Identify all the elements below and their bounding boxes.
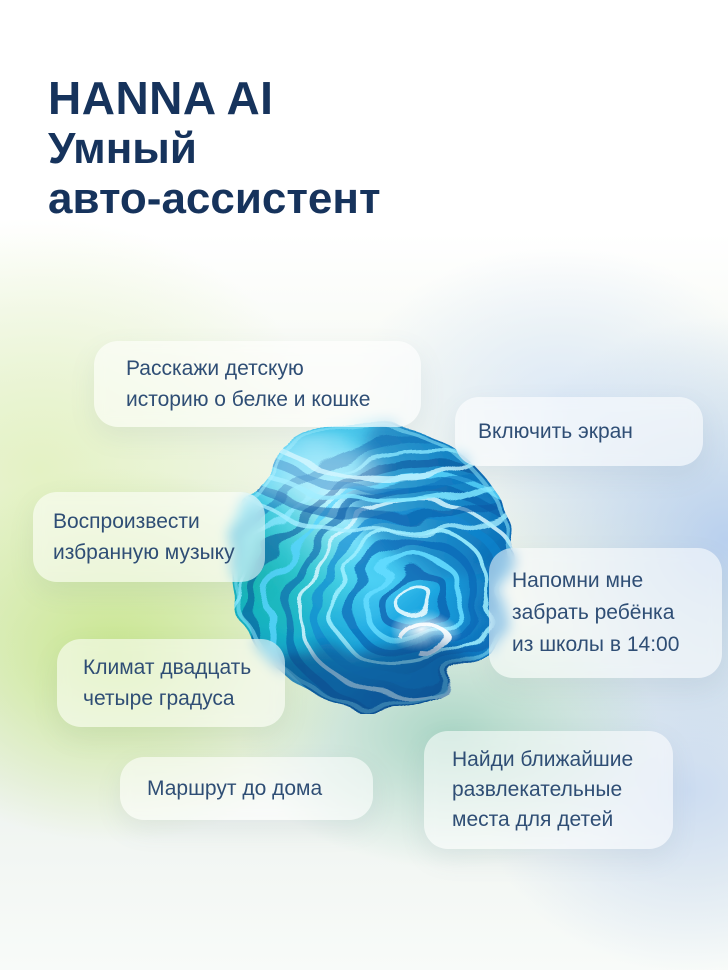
command-text-line: Маршрут до дома bbox=[147, 777, 323, 800]
command-find-kids-places bbox=[424, 731, 673, 849]
command-text-line: Напомни мне bbox=[512, 569, 644, 592]
poster-subtitle bbox=[48, 124, 381, 224]
command-tell-story bbox=[94, 341, 421, 427]
command-school-reminder bbox=[489, 548, 722, 678]
command-route-home bbox=[120, 757, 373, 820]
command-text-line: Найди ближайшие bbox=[452, 748, 634, 771]
command-text-line: четыре градуса bbox=[83, 687, 235, 710]
command-text-line: забрать ребёнка bbox=[512, 601, 675, 624]
command-text-line: развлекательные bbox=[452, 778, 623, 801]
command-text-line: Воспроизвести bbox=[53, 510, 200, 533]
title-block bbox=[48, 72, 381, 224]
command-text-line: Климат двадцать bbox=[83, 656, 252, 679]
subtitle-line-2: авто-ассистент bbox=[48, 174, 381, 223]
command-climate-24 bbox=[57, 639, 285, 727]
command-text-line: Расскажи детскую bbox=[126, 357, 304, 380]
command-text-line: избранную музыку bbox=[53, 541, 235, 564]
subtitle-line-1: Умный bbox=[48, 124, 197, 173]
command-text-line: Включить экран bbox=[478, 420, 633, 443]
brand-title: HANNA AI bbox=[48, 72, 274, 124]
command-text-line: из школы в 14:00 bbox=[512, 633, 680, 656]
command-text-line: историю о белке и кошке bbox=[126, 388, 371, 411]
command-turn-on-screen bbox=[455, 397, 703, 466]
command-text-line: места для детей bbox=[452, 808, 614, 831]
command-play-music bbox=[33, 492, 265, 582]
